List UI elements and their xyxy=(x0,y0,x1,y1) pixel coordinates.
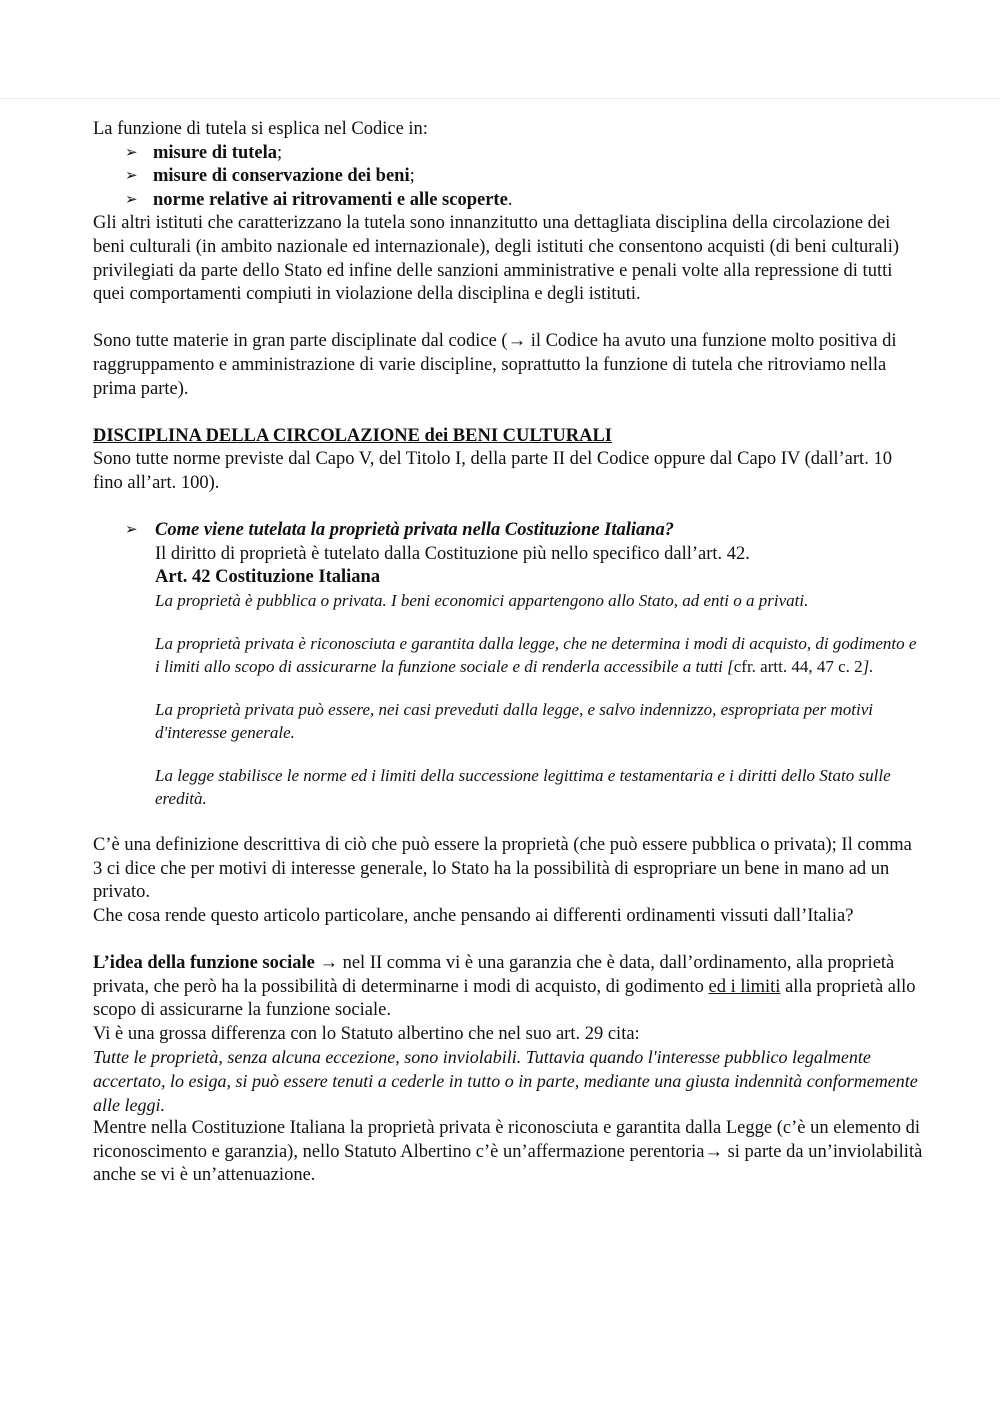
paragraph-codice-post: il Codice ha avuto una funzione molto positiva di raggruppamento e amministrazione di varie discipline, soprattutto la funzione di tutela che ritroviamo nella prima parte). xyxy=(93,331,897,399)
question-block xyxy=(93,519,923,810)
article-comma-2-bracket: ]. xyxy=(862,656,874,676)
list-item xyxy=(93,142,923,166)
arrowhead-bullet-icon: ➢ xyxy=(125,168,138,185)
section-heading xyxy=(93,425,923,449)
list-item-tail: ; xyxy=(277,142,283,163)
tutela-list xyxy=(93,142,923,213)
paragraph-confronto-text: Mentre nella Costituzione Italiana la proprietà privata è riconosciuta e garantita dalla Legge (c’è un elemento di riconoscimento e garanzia), nello Statuto Albertino c’è un’affermazione perentoria xyxy=(93,1118,921,1162)
paragraph-funzione-sociale-text: nel II comma vi è una garanzia che è data, dall’ordinamento, alla proprietà privata, che però ha la possibilità di determinarne i modi di acquisto, di godimento xyxy=(93,952,895,997)
paragraph-funzione-sociale-bold: L’idea della funzione sociale xyxy=(93,952,315,973)
arrowhead-bullet-icon: ➢ xyxy=(125,144,138,161)
paragraph-confronto xyxy=(93,1117,923,1188)
paragraph-istituti: Gli altri istituti che caratterizzano la tutela sono innanzitutto una dettagliata disciplina della circolazione dei beni culturali (in ambito nazionale ed internazionale), degli istituti che consentono acquisti (di beni culturali) privilegiati da parte dello Stato ed infine delle sanzioni amministrative e penali volte alla repressione di tutti quei comportamenti compiuti in violazione della disciplina e degli istituti. xyxy=(93,213,900,305)
right-arrow-icon: → xyxy=(507,331,527,352)
section-heading-text: DISCIPLINA DELLA CIRCOLAZIONE dei BENI CULTURALI xyxy=(93,425,612,446)
list-item-bold: misure di tutela xyxy=(153,142,278,163)
article-comma-4: La legge stabilisce le norme ed i limiti della successione legittima e testamentaria e i diritti dello Stato sulle eredità. xyxy=(155,766,891,808)
question-label: Come viene tutelata la proprietà privata nella Costituzione Italiana? xyxy=(155,520,675,541)
paragraph-funzione-sociale xyxy=(93,952,923,1023)
list-item-tail: . xyxy=(507,189,513,210)
list-item-bold: norme relative ai ritrovamenti e alle scoperte xyxy=(153,189,508,210)
paragraph-codice-pre: Sono tutte materie in gran parte disciplinate dal codice ( xyxy=(93,331,508,352)
document-page xyxy=(93,118,923,1188)
intro-text: La funzione di tutela si esplica nel Codice in: xyxy=(93,119,428,139)
article-title-text: Art. 42 Costituzione Italiana xyxy=(155,567,381,588)
answer-text: Il diritto di proprietà è tutelato dalla Costituzione più nello specifico dall’art. 42. xyxy=(155,543,750,564)
list-item-bold: misure di conservazione dei beni xyxy=(153,166,410,187)
arrowhead-bullet-icon: ➢ xyxy=(125,191,138,208)
list-item-tail: ; xyxy=(409,166,415,187)
page-top-divider xyxy=(0,98,1000,99)
paragraph-domanda: Che cosa rende questo articolo particolare, anche pensando ai differenti ordinamenti vissuti dall’Italia? xyxy=(93,905,854,926)
article-comma-1: La proprietà è pubblica o privata. I beni economici appartengono allo Stato, ad enti o a privati. xyxy=(155,590,809,610)
article-title xyxy=(155,566,923,590)
article-comma-3: La proprietà privata può essere, nei casi preveduti dalla legge, e salvo indennizzo, espropriata per motivi d'interesse generale. xyxy=(155,700,874,742)
arrowhead-bullet-icon: ➢ xyxy=(125,522,138,539)
article-comma-2 xyxy=(155,633,923,678)
paragraph-confronto-text: si parte da un’inviolabilità anche se vi è un’attenuazione. xyxy=(93,1141,923,1186)
paragraph-funzione-sociale-underlined: ed i limiti xyxy=(708,976,781,997)
right-arrow-icon: → xyxy=(704,1141,723,1162)
list-item xyxy=(93,165,923,189)
right-arrow-icon: → xyxy=(319,952,338,973)
question-text xyxy=(155,519,923,543)
paragraph-norme: Sono tutte norme previste dal Capo V, del Titolo I, della parte II del Codice oppure dal Capo IV (dall’art. 10 fino all’art. 100). xyxy=(93,449,892,493)
paragraph-funzione-sociale-text: alla proprietà allo scopo di assicurarne la funzione sociale. xyxy=(93,976,916,1021)
paragraph-definizione: C’è una definizione descrittiva di ciò che può essere la proprietà (che può essere pubblica o privata); Il comma 3 ci dice che per motivi di interesse generale, lo Stato ha la possibilità di espropriare un bene in mano ad un privato. xyxy=(93,834,912,903)
article-comma-2-main: La proprietà privata è riconosciuta e garantita dalla legge, che ne determina i modi di acquisto, di godimento e i limiti allo scopo di assicurarne la funzione sociale e di renderla accessibile a tutti xyxy=(155,634,917,676)
article-comma-2-reference: cfr. artt. 44, 47 c. 2 xyxy=(733,656,863,676)
article-comma-2-bracket: [ xyxy=(727,656,734,676)
paragraph-codice xyxy=(93,330,923,401)
statuto-quote: Tutte le proprietà, senza alcuna eccezione, sono inviolabili. Tuttavia quando l'interesse pubblico legalmente accertato, lo esiga, si può essere tenuti a cederle in tutto o in parte, mediante una giusta indennità conformemente alle leggi. xyxy=(93,1047,918,1115)
list-item xyxy=(93,189,923,213)
paragraph-statuto: Vi è una grossa differenza con lo Statuto albertino che nel suo art. 29 cita: xyxy=(93,1023,640,1044)
